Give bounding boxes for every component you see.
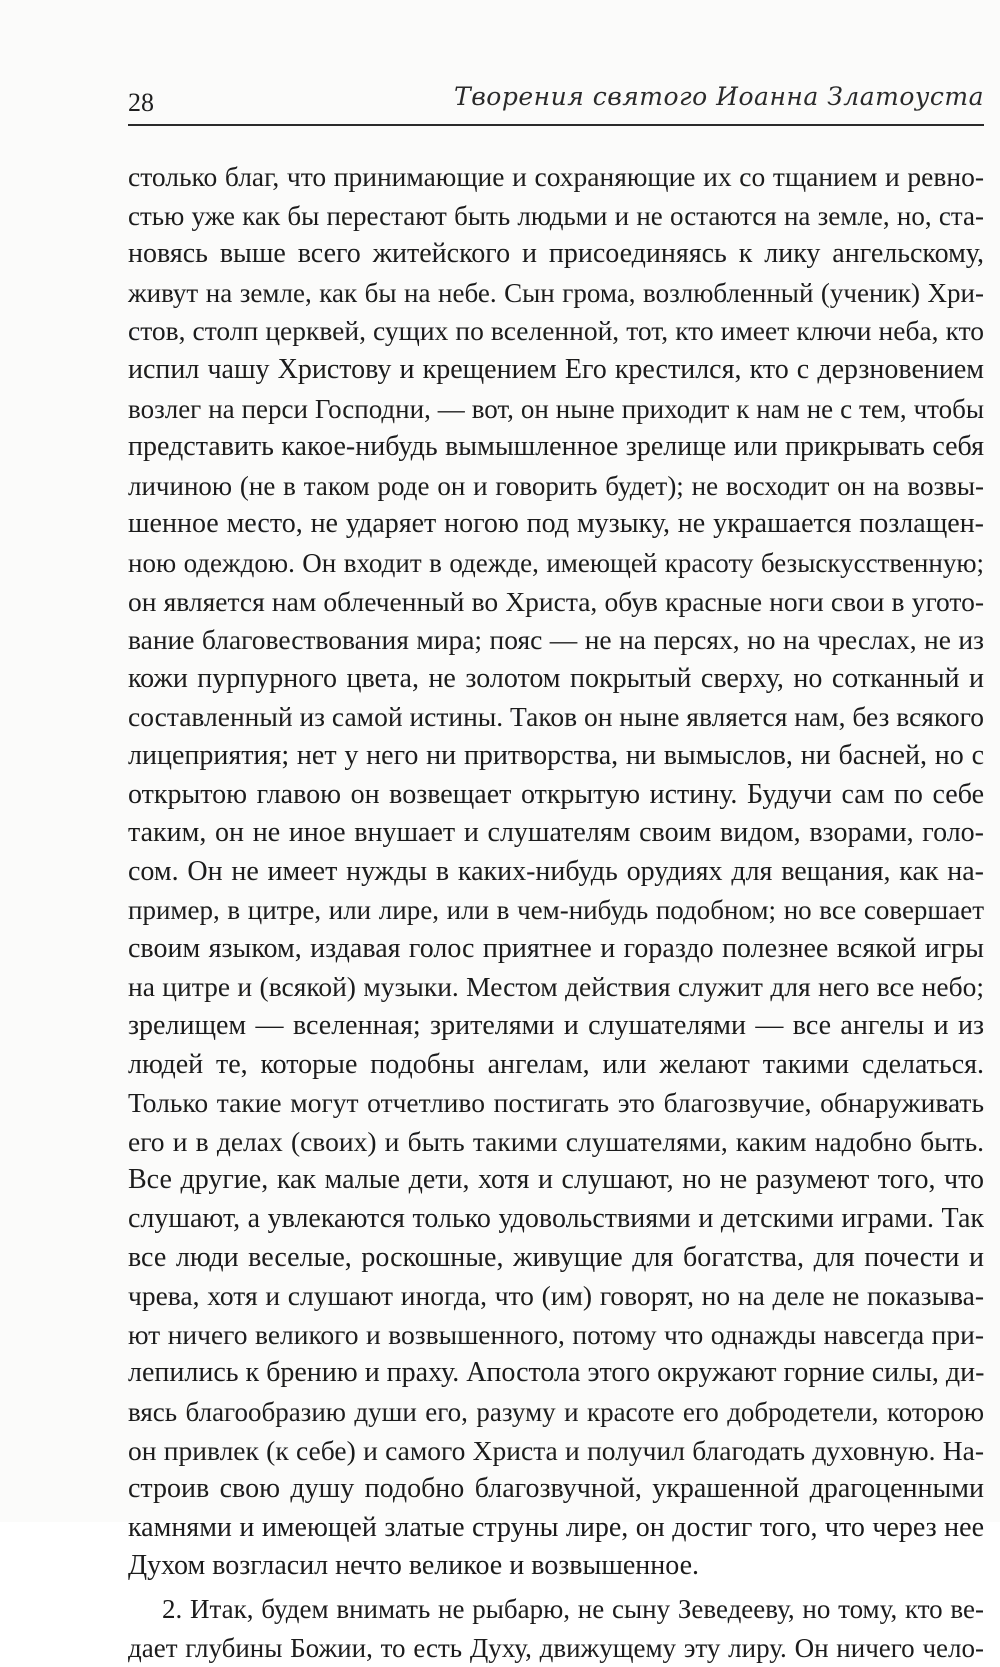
text-line: Все другие, как малые дети, хотя и слушают, но не разумеют того, что	[128, 1164, 984, 1196]
running-title: Творения святого Иоанна Златоуста	[454, 82, 984, 111]
text-line: живут на земле, как бы на небе. Сын грома, возлюбленный (ученик) Хри-	[128, 277, 984, 308]
page-number: 28	[128, 88, 154, 117]
text-line: пример, в цитре, или лире, или в чем-нибудь подобном; но все совершает	[128, 895, 984, 926]
text-line: Духом возгласил нечто великое и возвышенное.	[128, 1550, 700, 1582]
text-line: Только такие могут отчетливо постигать это благозвучие, обнаруживать	[128, 1087, 984, 1119]
text-line: кожи пурпурного цвета, не золотом покрытый сверху, но сотканный и	[128, 662, 984, 694]
text-line: возлег на перси Господни, — вот, он ныне приходит к нам не с тем, чтобы	[128, 393, 984, 424]
text-line: строив свою душу подобно благозвучной, украшенной драгоценными	[128, 1473, 984, 1505]
text-line: новясь выше всего житейского и присоединяясь к лику ангельскому,	[128, 238, 984, 270]
text-line: ют ничего великого и возвышенного, потому что однажды навсегда при-	[128, 1318, 984, 1350]
text-line: все люди веселые, роскошные, живущие для богатства, для почести и	[128, 1241, 984, 1273]
text-line: таким, он не иное внушает и слушателям своим видом, взорами, голо-	[128, 817, 984, 849]
text-line: представить какое-нибудь вымышленное зрелище или прикрывать себя	[128, 431, 984, 463]
header-rule	[128, 124, 984, 126]
text-line: испил чашу Христову и крещением Его крестился, кто с дерзновением	[128, 353, 984, 385]
text-line: он привлек (к себе) и самого Христа и получил благодать духовную. На-	[128, 1434, 984, 1466]
running-head	[128, 78, 984, 122]
text-line: своим языком, издавая голос приятнее и гораздо полезнее всякой игры	[128, 932, 984, 964]
text-line: его и в делах (своих) и быть такими слушателями, каким надобно быть.	[128, 1125, 984, 1157]
text-line: камнями и имеющей златые струны лире, он достиг того, что через нее	[128, 1511, 984, 1543]
text-line: стью уже как бы перестают быть людьми и не остаются на земле, но, ста-	[128, 200, 984, 231]
text-line: стов, столп церквей, сущих по вселенной, тот, кто имеет ключи неба, кто	[128, 315, 984, 347]
text-line: шенное место, не ударяет ногою под музыку, не украшается позлащен-	[128, 508, 984, 540]
text-line: лицеприятия; нет у него ни притворства, ни вымыслов, ни басней, но с	[128, 739, 984, 771]
text-line: открытою главою он возвещает открытую истину. Будучи сам по себе	[128, 778, 984, 810]
text-line: дает глубины Божии, то есть Духу, движущему эту лиру. Он ничего чело-	[128, 1632, 984, 1663]
text-line: составленный из самой истины. Таков он ныне является нам, без всякого	[128, 701, 984, 733]
text-line: вание благовествования мира; пояс — не на персях, но на чреслах, не из	[128, 624, 984, 656]
paragraph-2	[128, 1590, 984, 1667]
text-line: личиною (не в таком роде он и говорить будет); не восходит он на возвы-	[128, 470, 984, 501]
text-line: 2. Итак, будем внимать не рыбарю, не сыну Зеведееву, но тому, кто ве-	[162, 1593, 984, 1624]
text-line: зрелищем — вселенная; зрителями и слушателями — все ангелы и из	[128, 1010, 984, 1042]
body-text	[128, 158, 984, 1667]
text-line: лепились к брению и праху. Апостола этого окружают горние силы, ди-	[128, 1357, 985, 1389]
paragraph-1	[128, 158, 984, 1586]
text-line: сом. Он не имеет нужды в каких-нибудь орудиях для вещания, как на-	[128, 855, 984, 887]
text-line: столько благ, что принимающие и сохраняющие их со тщанием и ревно-	[128, 161, 984, 192]
text-line: ною одеждою. Он входит в одежде, имеющей красоту безыскусственную;	[128, 547, 984, 578]
text-line: вясь благообразию души его, разуму и красоте его добродетели, которою	[128, 1397, 984, 1427]
text-line: слушают, а увлекаются только удовольствиями и детскими играми. Так	[128, 1203, 984, 1235]
text-line: он является нам облеченный во Христа, обув красные ноги свои в угото-	[128, 585, 984, 617]
text-line: на цитре и (всякой) музыки. Местом действия служит для него все небо;	[128, 971, 984, 1003]
text-line: чрева, хотя и слушают иногда, что (им) говорят, но на деле не показыва-	[128, 1280, 984, 1312]
text-line: людей те, которые подобны ангелам, или желают такими сделаться.	[128, 1048, 984, 1080]
